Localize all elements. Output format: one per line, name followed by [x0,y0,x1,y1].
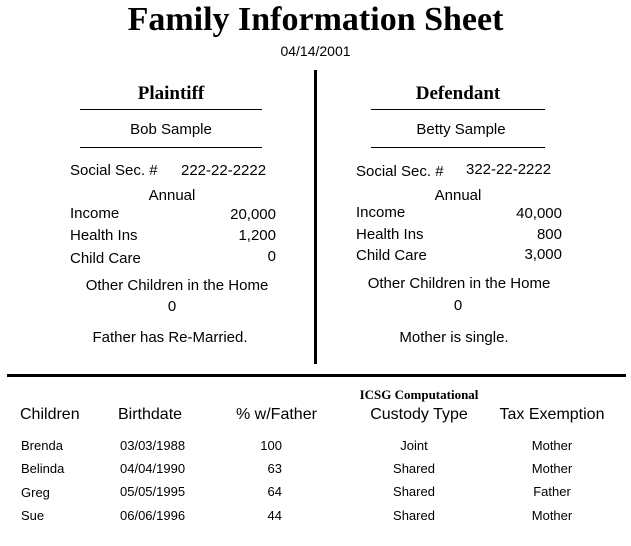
defendant-other-children: 0 [453,297,463,314]
defendant-heading: Defendant [415,83,501,104]
child-birthdate: 04/04/1990 [120,461,186,476]
plaintiff-name: Bob Sample [130,121,212,138]
child-pct-father: 63 [267,461,282,476]
plaintiff-name-rule [80,147,262,148]
child-name: Greg [21,485,50,500]
plaintiff-other-children-label: Other Children in the Home [85,277,269,294]
page-title: Family Information Sheet [127,1,504,38]
child-name: Brenda [21,438,63,453]
child-pct-father: 44 [267,508,282,523]
defendant-childcare-label: Child Care [356,247,427,264]
child-custody: Joint [400,438,428,453]
plaintiff-annual-label: Annual [148,187,196,204]
plaintiff-childcare-label: Child Care [70,250,141,267]
plaintiff-health: 1,200 [238,227,276,244]
child-pct-father: 100 [260,438,282,453]
header-birthdate: Birthdate [118,406,183,423]
child-birthdate: 05/05/1995 [120,484,186,499]
sheet-date: 04/14/2001 [280,43,351,59]
child-custody: Shared [393,484,435,499]
plaintiff-income-label: Income [70,205,120,222]
defendant-name-rule [371,147,545,148]
child-name: Sue [21,508,45,523]
plaintiff-other-children: 0 [167,298,177,315]
section-separator [7,374,626,377]
child-custody: Shared [393,461,435,476]
icsg-label: ICSG Computational [359,387,479,402]
child-custody: Shared [393,508,435,523]
header-tax: Tax Exemption [499,406,605,423]
header-custody: Custody Type [370,406,468,423]
plaintiff-childcare: 0 [267,248,276,265]
plaintiff-heading: Plaintiff [137,83,205,104]
defendant-name: Betty Sample [416,121,506,138]
child-tax-exemption: Mother [531,461,573,476]
plaintiff-ssn-label: Social Sec. # [70,162,158,179]
plaintiff-income: 20,000 [230,206,276,223]
plaintiff-ssn: 222-22-2222 [181,162,267,179]
plaintiff-note: Father has Re-Married. [92,329,248,346]
child-name: Belinda [21,461,65,476]
defendant-income-label: Income [356,204,406,221]
child-pct-father: 64 [267,484,282,499]
defendant-health: 800 [536,226,562,243]
defendant-note: Mother is single. [399,329,509,346]
column-divider [314,70,317,364]
header-children: Children [20,406,80,423]
child-tax-exemption: Mother [531,438,573,453]
defendant-health-label: Health Ins [356,226,424,243]
defendant-heading-rule [371,109,545,110]
defendant-ssn: 322-22-2222 [466,161,552,178]
defendant-annual-label: Annual [434,187,482,204]
plaintiff-heading-rule [80,109,262,110]
child-tax-exemption: Mother [531,508,573,523]
defendant-childcare: 3,000 [524,246,562,263]
child-tax-exemption: Father [533,484,571,499]
header-pct-father: % w/Father [236,406,317,423]
child-birthdate: 03/03/1988 [120,438,186,453]
plaintiff-health-label: Health Ins [70,227,138,244]
child-birthdate: 06/06/1996 [120,508,186,523]
defendant-income: 40,000 [516,205,562,222]
defendant-other-children-label: Other Children in the Home [367,275,551,292]
defendant-ssn-label: Social Sec. # [356,163,444,180]
